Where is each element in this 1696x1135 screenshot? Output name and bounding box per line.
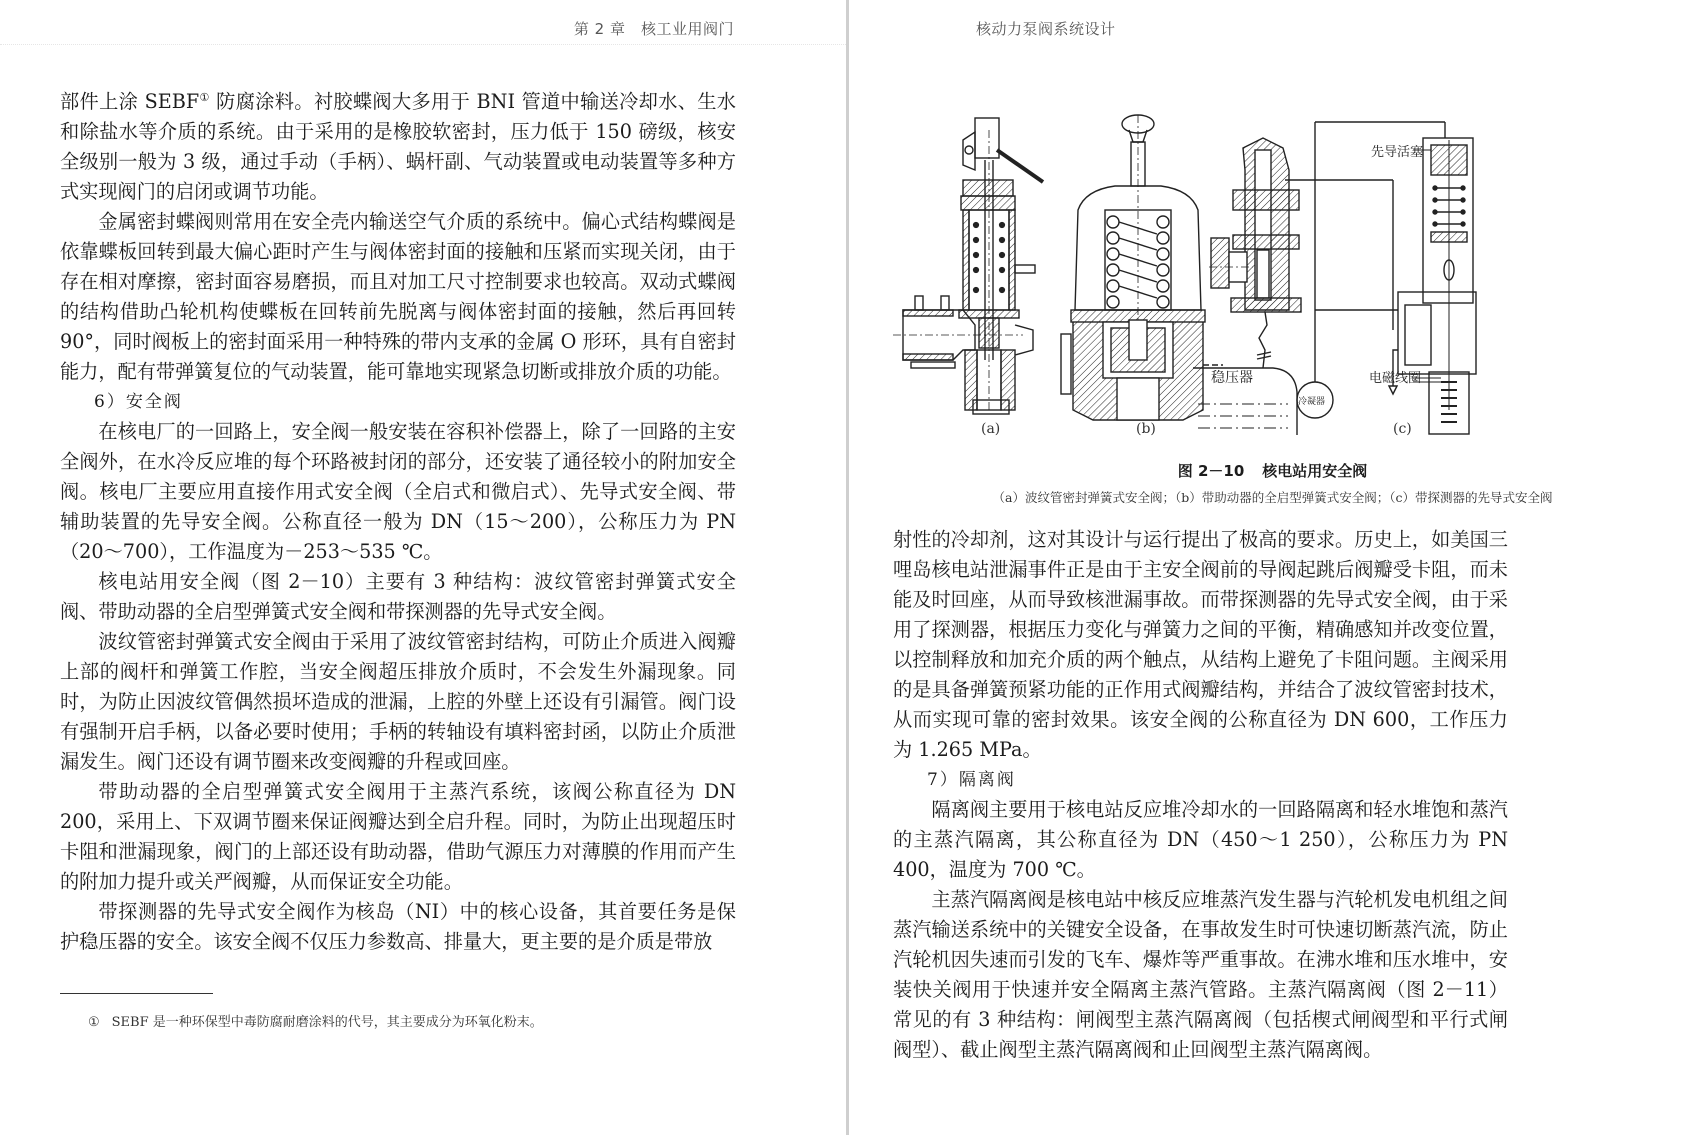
paragraph: 波纹管密封弹簧式安全阀由于采用了波纹管密封结构，可防止介质进入阀瓣上部的阀杆和弹簧工作腔，当安全阀超压排放介质时，不会发生外漏现象。同时，为防止因波纹管偶然损坏造成的泄漏，上腔的外壁上还设有引漏管。阀门设有强制开启手柄，以备必要时使用；手柄的转轴设有填料密封函，以防止介质泄漏发生。阀门还设有调节圈来改变阀瓣的升程或回座。: [60, 630, 736, 773]
footnote-rule: [60, 993, 213, 994]
figure-title-text: 核电站用安全阀: [1262, 462, 1368, 480]
section-heading-safety-valve: 6）安全阀: [94, 392, 183, 412]
paragraph-text: 部件上涂 SEBF: [60, 90, 200, 113]
footnote: [88, 1011, 543, 1030]
figure-caption: （a）波纹管密封弹簧式安全阀；（b）带助动器的全启型弹簧式安全阀；（c）带探测器的先导式安全阀: [992, 490, 1553, 505]
paragraph: 在核电厂的一回路上，安全阀一般安装在容积补偿器上，除了一回路的主安全阀外，在水冷反应堆的每个环路被封闭的部分，还安装了通径较小的附加安全阀。核电厂主要应用直接作用式安全阀（全启式和微启式）、先导式安全阀、带辅助装置的先导安全阀。公称直径一般为 DN（15～200），公称压力为 PN（20～700），工作温度为－253～535 ℃。: [60, 420, 736, 563]
right-page: [849, 0, 1696, 1135]
valve-c-drawing: [1193, 122, 1476, 435]
chapter-running-head: 第 2 章 核工业用阀门: [573, 20, 734, 38]
paragraph: [60, 83, 736, 207]
section-heading-isolation-valve: 7）隔离阀: [927, 770, 1016, 790]
book-running-head: 核动力泵阀系统设计: [976, 20, 1116, 38]
sublabel-b: (b): [1136, 421, 1156, 437]
paragraph-text: 防腐涂料。衬胶蝶阀大多用于 BNI 管道中输送冷却水、生水和除盐水等介质的系统。由于采用的是橡胶软密封，压力低于 150 磅级，核安全级别一般为 3 级，通过手动（手柄）、蜗杆副、气动装置或电动装置等多种方式实现阀门的启闭或调节功能。: [60, 90, 736, 203]
paragraph: 核电站用安全阀（图 2－10）主要有 3 种结构：波纹管密封弹簧式安全阀、带助动器的全启型弹簧式安全阀和带探测器的先导式安全阀。: [60, 570, 736, 623]
footnote-mark: ①: [88, 1015, 100, 1030]
sublabel-c: (c): [1393, 421, 1412, 437]
figure-safety-valves: [893, 110, 1513, 440]
footnote-text: SEBF 是一种环保型中毒防腐耐磨涂料的代号，其主要成分为环氧化粉末。: [111, 1015, 543, 1030]
safety-valve-drawings: [893, 110, 1513, 440]
footnote-reference[interactable]: ①: [199, 91, 210, 104]
right-body-text: [893, 525, 1508, 1065]
label-solenoid-coil: 电磁线圈: [1369, 371, 1422, 386]
figure-number: 图 2－10: [1177, 462, 1245, 480]
paragraph: 带探测器的先导式安全阀作为核岛（NI）中的核心设备，其首要任务是保护稳压器的安全。该安全阀不仅压力参数高、排量大，更主要的是介质是带放: [60, 900, 736, 953]
label-pilot-piston: 先导活塞: [1371, 145, 1424, 160]
valve-a-drawing: [893, 118, 1043, 414]
paragraph: 射性的冷却剂，这对其设计与运行提出了极高的要求。历史上，如美国三哩岛核电站泄漏事件正是由于主安全阀前的导阀起跳后阀瓣受卡阻，而未能及时回座，从而导致核泄漏事故。而带探测器的先导式安全阀，由于采用了探测器，根据压力变化与弹簧力之间的平衡，精确感知并改变位置，以控制释放和加充介质的两个触点，从结构上避免了卡阻问题。主阀采用的是具备弹簧预紧功能的正作用式阀瓣结构，并结合了波纹管密封技术，从而实现可靠的密封效果。该安全阀的公称直径为 DN 600，工作压力为 1.265 MPa。: [893, 528, 1508, 761]
label-pressurizer: 稳压器: [1211, 370, 1253, 386]
header-rule: [0, 44, 846, 46]
left-body-text: [60, 83, 736, 957]
paragraph: 隔离阀主要用于核电站反应堆冷却水的一回路隔离和轻水堆饱和蒸汽的主蒸汽隔离，其公称直径为 DN（450～1 250），公称压力为 PN 400，温度为 700 ℃。: [893, 798, 1508, 881]
left-page: [0, 0, 846, 1135]
label-condenser: 冷凝器: [1298, 397, 1326, 407]
paragraph: 金属密封蝶阀则常用在安全壳内输送空气介质的系统中。偏心式结构蝶阀是依靠蝶板回转到最大偏心距时产生与阀体密封面的接触和压紧而实现关闭，由于存在相对摩擦，密封面容易磨损，而且对加工尺寸控制要求也较高。双动式蝶阀的结构借助凸轮机构使蝶板在回转前先脱离与阀体密封面的接触，然后再回转 90°，同时阀板上的密封面采用一种特殊的带内支承的金属 O 形环，具有自密封能力，配有带弹簧复位的气动装置，能可靠地实现紧急切断或排放介质的功能。: [60, 210, 736, 383]
paragraph: 带助动器的全启型弹簧式安全阀用于主蒸汽系统，该阀公称直径为 DN 200，采用上、下双调节圈来保证阀瓣达到全启升程。同时，为防止出现超压时卡阻和泄漏现象，阀门的上部还设有助动器，借助气源压力对薄膜的作用而产生的附加力提升或关严阀瓣，从而保证安全功能。: [60, 780, 736, 893]
sublabel-a: (a): [981, 421, 1001, 437]
valve-b-drawing: [1061, 115, 1223, 420]
paragraph: 主蒸汽隔离阀是核电站中核反应堆蒸汽发生器与汽轮机发电机组之间蒸汽输送系统中的关键安全设备，在事故发生时可快速切断蒸汽流，防止汽轮机因失速而引发的飞车、爆炸等严重事故。在沸水堆和压水堆中，安装快关阀用于快速并安全隔离主蒸汽管路。主蒸汽隔离阀（图 2－11）常见的有 3 种结构：闸阀型主蒸汽隔离阀（包括楔式闸阀型和平行式闸阀型）、截止阀型主蒸汽隔离阀和止回阀型主蒸汽隔离阀。: [893, 888, 1508, 1061]
figure-title: [849, 460, 1696, 481]
